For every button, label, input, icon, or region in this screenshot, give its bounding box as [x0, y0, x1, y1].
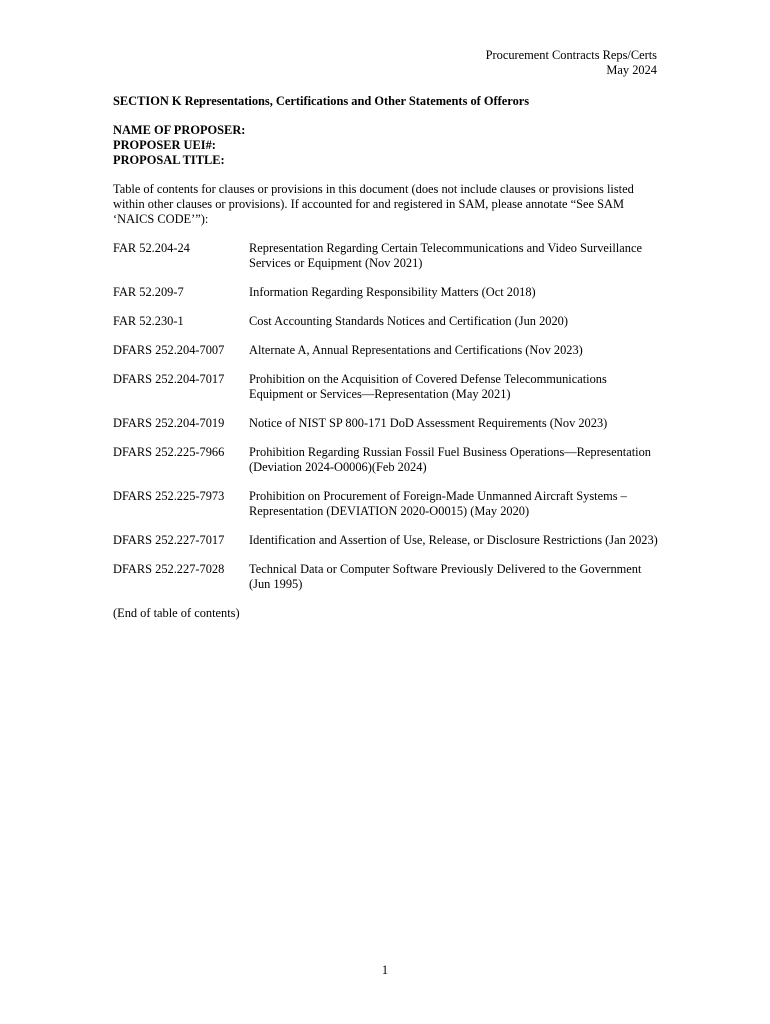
toc-clause-title: Representation Regarding Certain Telecommunications and Video Surveillance Services or Equipment (Nov 2021) — [249, 241, 642, 270]
toc-row — [113, 445, 658, 475]
toc-clause-code: DFARS 252.225-7973 — [113, 489, 225, 503]
toc-clause-title: Information Regarding Responsibility Matters (Oct 2018) — [249, 285, 536, 299]
toc-clause-code: FAR 52.230-1 — [113, 314, 184, 328]
toc-row — [113, 533, 658, 548]
toc-clause-title: Technical Data or Computer Software Previously Delivered to the Government (Jun 1995) — [249, 562, 642, 591]
document-body — [113, 94, 658, 621]
toc-clause-title: Notice of NIST SP 800-171 DoD Assessment Requirements (Nov 2023) — [249, 416, 608, 430]
toc-clause-code: DFARS 252.204-7017 — [113, 372, 225, 386]
proposer-name-label: NAME OF PROPOSER: — [113, 123, 246, 137]
toc-clause-title: Alternate A, Annual Representations and Certifications (Nov 2023) — [249, 343, 583, 357]
toc-clause-code: DFARS 252.204-7019 — [113, 416, 225, 430]
toc-end-note: (End of table of contents) — [113, 606, 240, 620]
toc-row — [113, 343, 658, 358]
section-title: SECTION K Representations, Certifications and Other Statements of Offerors — [113, 94, 530, 108]
toc-row — [113, 285, 658, 300]
toc-row — [113, 562, 658, 592]
header-title: Procurement Contracts Reps/Certs — [485, 48, 657, 62]
toc-clause-title: Prohibition on the Acquisition of Covered Defense Telecommunications Equipment or Services—Representation (May 2021) — [249, 372, 607, 401]
document-header — [486, 48, 657, 78]
toc-clause-title: Identification and Assertion of Use, Release, or Disclosure Restrictions (Jan 2023) — [249, 533, 658, 547]
toc-intro: Table of contents for clauses or provisions in this document (does not include clauses or provisions listed within other clauses or provisions). If accounted for and registered in SAM, please annotate “See SAM ‘NAICS CODE’”): — [113, 182, 634, 226]
toc-row — [113, 416, 658, 431]
toc-clause-code: FAR 52.204-24 — [113, 241, 190, 255]
toc-clause-code: DFARS 252.227-7028 — [113, 562, 225, 576]
toc-clause-code: FAR 52.209-7 — [113, 285, 184, 299]
toc-clause-title: Prohibition Regarding Russian Fossil Fuel Business Operations—Representation (Deviation 2024-O0006)(Feb 2024) — [249, 445, 651, 474]
toc-row — [113, 314, 658, 329]
toc-clause-code: DFARS 252.225-7966 — [113, 445, 225, 459]
page-number: 1 — [381, 963, 389, 977]
header-date: May 2024 — [606, 63, 657, 77]
proposer-uei-label: PROPOSER UEI#: — [113, 138, 216, 152]
proposal-title-label: PROPOSAL TITLE: — [113, 153, 225, 167]
proposer-fields — [113, 123, 658, 168]
toc-clause-title: Cost Accounting Standards Notices and Certification (Jun 2020) — [249, 314, 569, 328]
toc-clause-code: DFARS 252.227-7017 — [113, 533, 225, 547]
toc-row — [113, 489, 658, 519]
table-of-contents — [113, 241, 658, 592]
toc-row — [113, 372, 658, 402]
toc-row — [113, 241, 658, 271]
toc-clause-code: DFARS 252.204-7007 — [113, 343, 225, 357]
toc-clause-title: Prohibition on Procurement of Foreign-Made Unmanned Aircraft Systems – Representation (DEVIATION 2020-O0015) (May 2020) — [249, 489, 627, 518]
